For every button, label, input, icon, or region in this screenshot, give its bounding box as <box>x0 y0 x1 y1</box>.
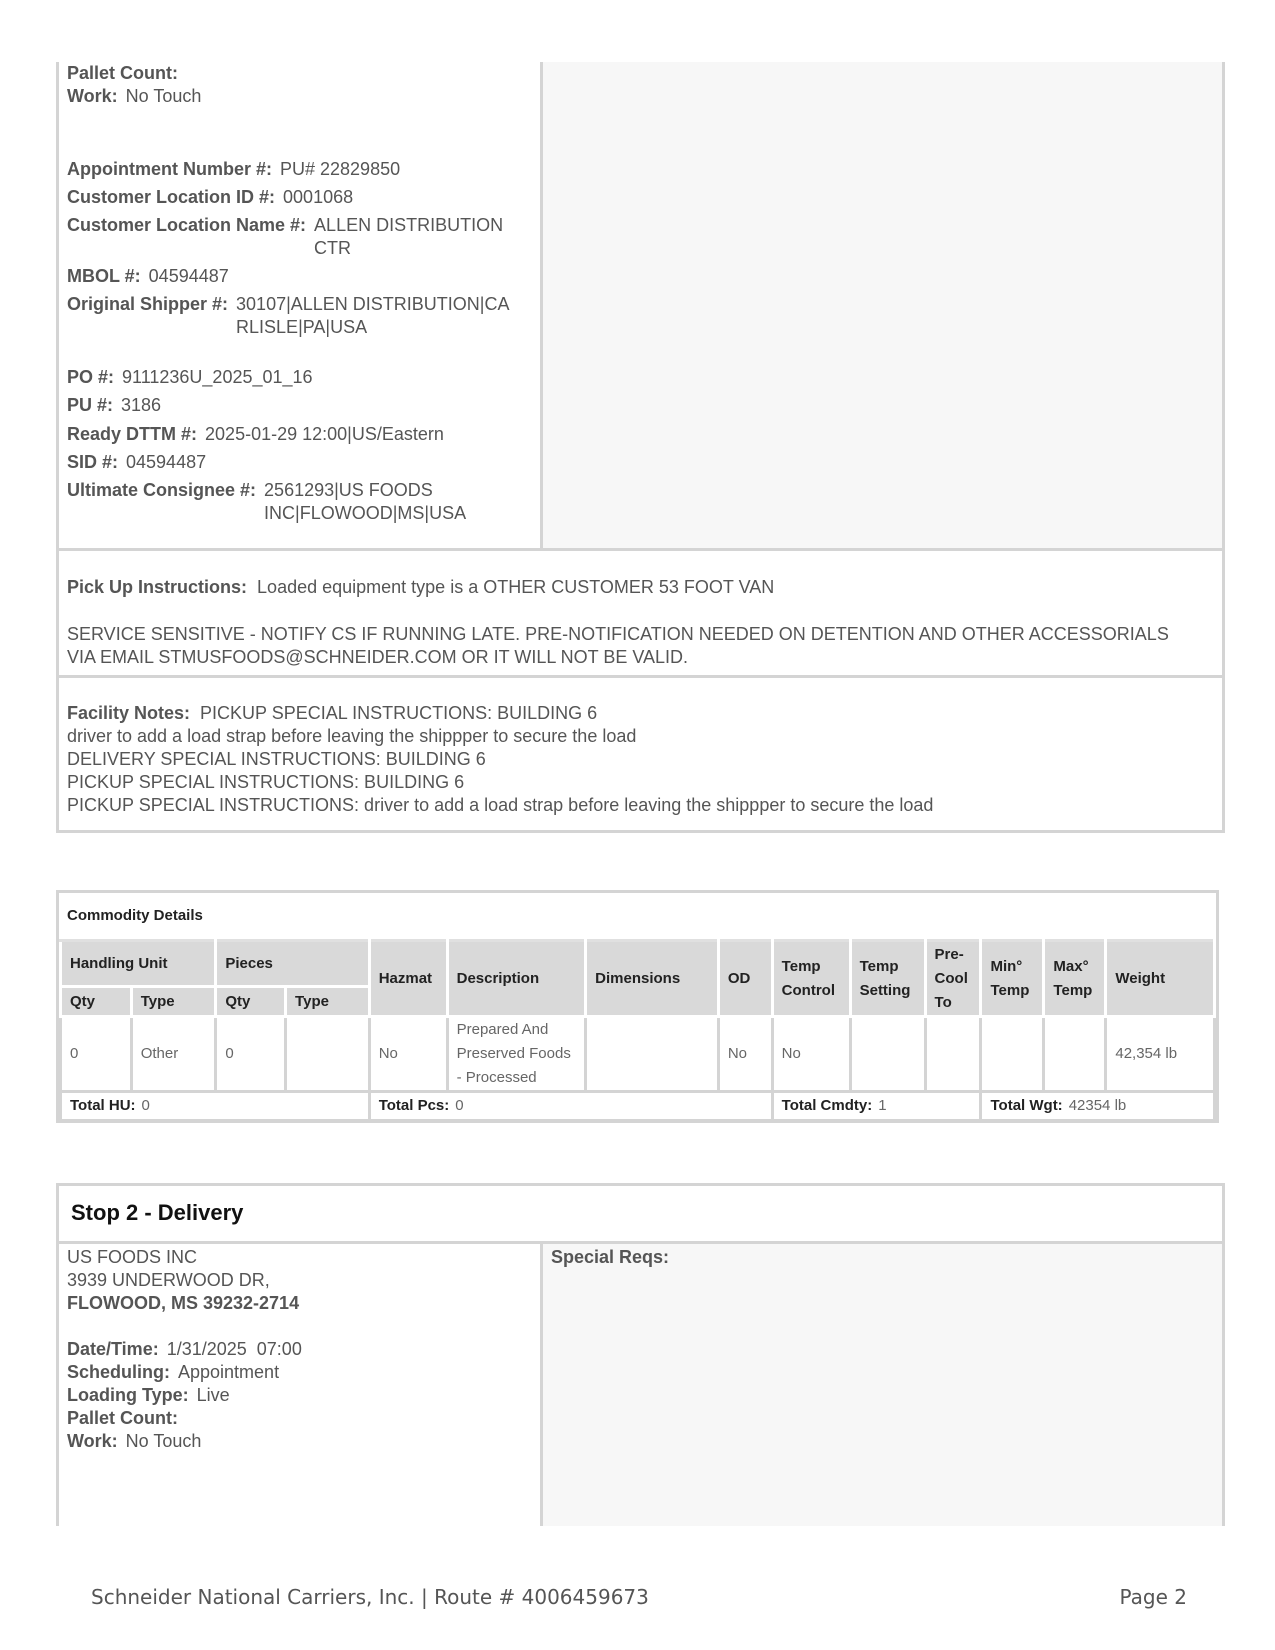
total-cmdty <box>772 1092 981 1121</box>
stop2-company: US FOODS INC <box>67 1247 198 1267</box>
stop2-city-state-zip: FLOWOOD, MS 39232-2714 <box>67 1293 300 1313</box>
header-hu-qty: Qty <box>61 987 132 1017</box>
field-label: Customer Location ID #: <box>67 187 276 207</box>
datetime-label: Date/Time: <box>67 1339 159 1359</box>
field-label: SID #: <box>67 452 119 472</box>
stop2-header <box>59 1186 1222 1244</box>
pallet-count-label: Pallet Count: <box>67 63 178 83</box>
header-hu-type: Type <box>131 987 216 1017</box>
facility-note-line: PICKUP SPECIAL INSTRUCTIONS: driver to add a load strap before leaving the shippper to secure the load <box>67 795 934 815</box>
field-label: Appointment Number #: <box>67 159 272 179</box>
cell-hu-qty: 0 <box>61 1017 132 1092</box>
total-wgt-value: 42354 lb <box>1068 1097 1127 1114</box>
field-label: PO #: <box>67 367 115 387</box>
field-ready-dttm <box>67 423 444 446</box>
facility-notes-label: Facility Notes: <box>67 703 191 723</box>
work-value: No Touch <box>125 86 202 106</box>
total-pcs <box>369 1092 772 1121</box>
cell-min-temp <box>981 1017 1044 1092</box>
total-pcs-label: Total Pcs: <box>378 1097 450 1114</box>
work-label: Work: <box>67 1431 118 1451</box>
stop2-loading-type <box>67 1384 230 1407</box>
stop2-title: Stop 2 - Delivery <box>71 1200 244 1225</box>
stop1-section <box>56 62 1225 551</box>
facility-notes-section <box>56 678 1225 833</box>
field-label: Original Shipper #: <box>67 294 229 314</box>
header-handling-unit: Handling Unit <box>61 941 216 987</box>
total-cmdty-value: 1 <box>878 1097 887 1114</box>
field-value: 2561293|US FOODS INC|FLOWOOD|MS|USA <box>264 480 467 523</box>
total-cmdty-label: Total Cmdty: <box>781 1097 873 1114</box>
totals-row <box>61 1092 1215 1121</box>
cell-hu-type: Other <box>131 1017 216 1092</box>
facility-note-line: PICKUP SPECIAL INSTRUCTIONS: BUILDING 6 <box>67 772 465 792</box>
field-value: 04594487 <box>148 266 229 286</box>
stop2-datetime <box>67 1338 302 1361</box>
page-number: Page 2 <box>1119 1585 1187 1609</box>
scheduling-label: Scheduling: <box>67 1362 170 1382</box>
loading-label: Loading Type: <box>67 1385 189 1405</box>
field-customer-location-name <box>67 214 507 260</box>
field-value: 30107|ALLEN DISTRIBUTION|CARLISLE|PA|USA <box>236 294 510 337</box>
cell-hazmat: No <box>369 1017 447 1092</box>
header-weight: Weight <box>1106 941 1215 1017</box>
header-temp-control: Temp Control <box>772 941 850 1017</box>
table-row <box>61 1017 1215 1092</box>
work-value: No Touch <box>125 1431 202 1451</box>
stop2-scheduling <box>67 1361 279 1384</box>
stop1-details <box>59 62 543 548</box>
facility-note-line: DELIVERY SPECIAL INSTRUCTIONS: BUILDING 6 <box>67 749 486 769</box>
cell-weight: 42,354 lb <box>1106 1017 1215 1092</box>
facility-note-line: driver to add a load strap before leaving the shippper to secure the load <box>67 726 637 746</box>
field-value: 9111236U_2025_01_16 <box>122 367 313 387</box>
stop1-special-reqs-panel <box>543 62 1222 548</box>
header-od: OD <box>718 941 772 1017</box>
cell-description: Prepared And Preserved Foods - Processed <box>447 1017 586 1092</box>
footer-text: Schneider National Carriers, Inc. | Route # 4006459673 <box>91 1585 649 1609</box>
field-appointment <box>67 158 400 181</box>
field-value: 3186 <box>121 395 162 415</box>
cell-pc-type <box>286 1017 370 1092</box>
stop2-work <box>67 1430 201 1453</box>
cell-pre-cool <box>925 1017 981 1092</box>
header-dimensions: Dimensions <box>586 941 719 1017</box>
header-pre-cool: Pre-Cool To <box>925 941 981 1017</box>
header-temp-setting: Temp Setting <box>850 941 925 1017</box>
header-hazmat: Hazmat <box>369 941 447 1017</box>
header-description: Description <box>447 941 586 1017</box>
field-label: PU #: <box>67 395 114 415</box>
total-hu <box>61 1092 370 1121</box>
work-row <box>67 85 201 108</box>
cell-temp-setting <box>850 1017 925 1092</box>
stop2-pallet-count-label: Pallet Count: <box>67 1408 178 1428</box>
stop2-section <box>56 1183 1225 1526</box>
field-label: MBOL #: <box>67 266 141 286</box>
special-reqs-label: Special Reqs: <box>551 1247 670 1267</box>
header-pc-qty: Qty <box>216 987 286 1017</box>
header-min-temp: Min° Temp <box>981 941 1044 1017</box>
stop2-details <box>59 1244 543 1526</box>
cell-max-temp <box>1044 1017 1106 1092</box>
field-sid <box>67 451 206 474</box>
field-value: ALLEN DISTRIBUTION CTR <box>314 215 504 258</box>
pickup-instructions <box>67 576 1177 599</box>
header-max-temp: Max° Temp <box>1044 941 1106 1017</box>
total-wgt <box>981 1092 1215 1121</box>
field-original-shipper <box>67 293 516 339</box>
field-ultimate-consignee <box>67 479 474 525</box>
commodity-title: Commodity Details <box>67 907 203 924</box>
facility-note-line: PICKUP SPECIAL INSTRUCTIONS: BUILDING 6 <box>200 703 598 723</box>
work-label: Work: <box>67 86 118 106</box>
header-pieces: Pieces <box>216 941 369 987</box>
datetime-value: 1/31/2025 07:00 <box>166 1339 302 1359</box>
cell-pc-qty: 0 <box>216 1017 286 1092</box>
loading-value: Live <box>196 1385 230 1405</box>
stop2-street: 3939 UNDERWOOD DR, <box>67 1270 270 1290</box>
cell-temp-control: No <box>772 1017 850 1092</box>
pickup-instructions-value: Loaded equipment type is a OTHER CUSTOMER 53 FOOT VAN <box>257 577 775 597</box>
field-value: PU# 22829850 <box>280 159 401 179</box>
facility-notes <box>67 702 1177 817</box>
field-po <box>67 366 313 389</box>
field-value: 0001068 <box>283 187 354 207</box>
field-value: 2025-01-29 12:00|US/Eastern <box>205 424 444 444</box>
stop2-special-reqs-panel <box>543 1244 1222 1526</box>
pickup-instructions-label: Pick Up Instructions: <box>67 577 248 597</box>
field-pu <box>67 394 161 417</box>
total-hu-value: 0 <box>141 1097 150 1114</box>
field-value: 04594487 <box>126 452 207 472</box>
field-mbol <box>67 265 229 288</box>
pickup-instructions-section <box>56 548 1225 678</box>
field-label: Ready DTTM #: <box>67 424 198 444</box>
header-pc-type: Type <box>286 987 370 1017</box>
cell-od: No <box>718 1017 772 1092</box>
commodity-details <box>56 890 1219 1123</box>
service-note: SERVICE SENSITIVE - NOTIFY CS IF RUNNING LATE. PRE-NOTIFICATION NEEDED ON DETENTION AND OTHER ACCESSORIALS VIA EMAIL STMUSFOODS@SCHNEIDER.COM OR IT WILL NOT BE VALID. <box>67 624 1169 667</box>
cell-dimensions <box>586 1017 719 1092</box>
field-customer-location-id <box>67 186 353 209</box>
scheduling-value: Appointment <box>178 1362 280 1382</box>
field-label: Ultimate Consignee #: <box>67 480 257 500</box>
field-label: Customer Location Name #: <box>67 215 307 235</box>
total-pcs-value: 0 <box>455 1097 464 1114</box>
commodity-table <box>59 939 1216 1122</box>
total-wgt-label: Total Wgt: <box>990 1097 1063 1114</box>
total-hu-label: Total HU: <box>70 1097 136 1114</box>
